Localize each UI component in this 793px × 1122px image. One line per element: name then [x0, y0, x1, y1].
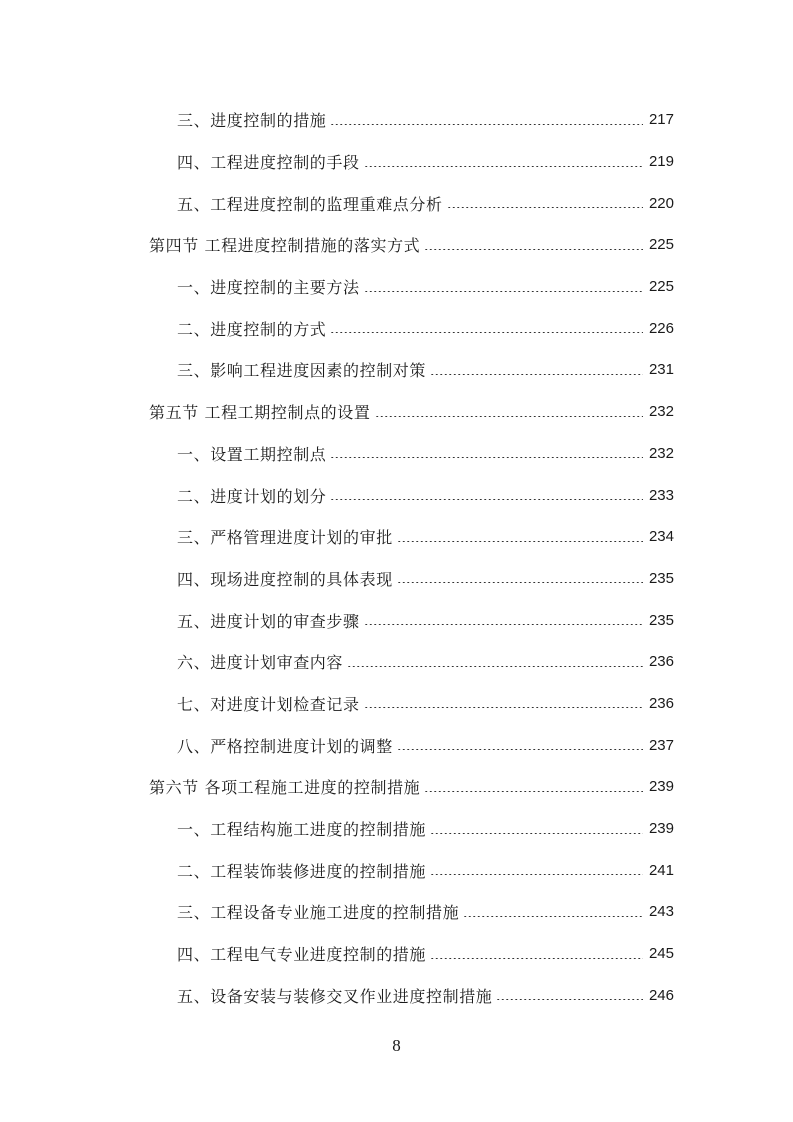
dot-leader [330, 332, 643, 333]
dot-leader [347, 666, 643, 667]
toc-section-entry[interactable] [0, 391, 793, 433]
toc-subsection-entry[interactable] [0, 182, 793, 224]
dot-leader [463, 916, 643, 917]
toc-entry-page-number: 243 [648, 903, 674, 921]
toc-entry-page-number: 219 [648, 153, 674, 171]
toc-entry-page-number: 232 [648, 444, 674, 462]
dot-leader [397, 541, 643, 542]
toc-subsection-entry[interactable] [0, 933, 793, 975]
toc-section-entry[interactable] [0, 766, 793, 808]
toc-entry-title: 四、工程电气专业进度控制的措施 [177, 945, 427, 965]
toc-entry-title: 三、影响工程进度因素的控制对策 [177, 361, 427, 381]
toc-entry-title: 三、工程设备专业施工进度的控制措施 [177, 903, 460, 923]
toc-entry-title: 四、工程进度控制的手段 [177, 153, 360, 173]
toc-entry-page-number: 236 [648, 694, 674, 712]
dot-leader [496, 999, 643, 1000]
dot-leader [430, 374, 643, 375]
toc-entry-page-number: 246 [648, 986, 674, 1004]
dot-leader [424, 249, 643, 250]
dot-leader [447, 207, 643, 208]
toc-entry-title: 八、严格控制进度计划的调整 [177, 736, 393, 756]
toc-entry-page-number: 236 [648, 653, 674, 671]
toc-section-entry[interactable] [0, 224, 793, 266]
toc-entry-title: 五、设备安装与装修交叉作业进度控制措施 [177, 986, 493, 1006]
toc-entry-page-number: 217 [648, 111, 674, 129]
toc-entry-title: 五、进度计划的审查步骤 [177, 611, 360, 631]
toc-subsection-entry[interactable] [0, 349, 793, 391]
toc-subsection-entry[interactable] [0, 141, 793, 183]
toc-entry-title: 第六节 各项工程施工进度的控制措施 [149, 778, 421, 798]
dot-leader [364, 707, 643, 708]
toc-entry-page-number: 233 [648, 486, 674, 504]
toc-subsection-entry[interactable] [0, 99, 793, 141]
toc-entry-title: 六、进度计划审查内容 [177, 653, 344, 673]
toc-entry-title: 二、工程装饰装修进度的控制措施 [177, 861, 427, 881]
toc-subsection-entry[interactable] [0, 974, 793, 1016]
toc-entry-page-number: 237 [648, 736, 674, 754]
dot-leader [330, 499, 643, 500]
dot-leader [375, 416, 644, 417]
toc-subsection-entry[interactable] [0, 558, 793, 600]
toc-subsection-entry[interactable] [0, 724, 793, 766]
toc-subsection-entry[interactable] [0, 433, 793, 475]
page-number: 8 [392, 1036, 401, 1055]
toc-entry-page-number: 234 [648, 528, 674, 546]
toc-subsection-entry[interactable] [0, 307, 793, 349]
dot-leader [364, 291, 643, 292]
dot-leader [397, 582, 643, 583]
toc-subsection-entry[interactable] [0, 891, 793, 933]
toc-entry-page-number: 245 [648, 945, 674, 963]
toc-entry-page-number: 225 [648, 278, 674, 296]
toc-entry-title: 第五节 工程工期控制点的设置 [149, 403, 371, 423]
toc-subsection-entry[interactable] [0, 641, 793, 683]
toc-subsection-entry[interactable] [0, 266, 793, 308]
toc-subsection-entry[interactable] [0, 599, 793, 641]
toc-subsection-entry[interactable] [0, 683, 793, 725]
table-of-contents [0, 99, 793, 1016]
toc-entry-page-number: 232 [648, 403, 674, 421]
dot-leader [430, 874, 643, 875]
dot-leader [397, 749, 643, 750]
toc-entry-title: 五、工程进度控制的监理重难点分析 [177, 194, 443, 214]
toc-entry-title: 一、进度控制的主要方法 [177, 278, 360, 298]
dot-leader [364, 624, 643, 625]
toc-entry-title: 三、进度控制的措施 [177, 111, 327, 131]
toc-entry-page-number: 235 [648, 569, 674, 587]
dot-leader [424, 791, 643, 792]
toc-entry-page-number: 226 [648, 319, 674, 337]
toc-subsection-entry[interactable] [0, 474, 793, 516]
toc-subsection-entry[interactable] [0, 849, 793, 891]
dot-leader [364, 166, 643, 167]
toc-subsection-entry[interactable] [0, 516, 793, 558]
dot-leader [430, 833, 643, 834]
toc-entry-title: 二、进度计划的划分 [177, 486, 327, 506]
toc-entry-title: 一、设置工期控制点 [177, 444, 327, 464]
toc-entry-title: 七、对进度计划检查记录 [177, 694, 360, 714]
toc-entry-page-number: 231 [648, 361, 674, 379]
toc-entry-title: 三、严格管理进度计划的审批 [177, 528, 393, 548]
toc-entry-title: 一、工程结构施工进度的控制措施 [177, 820, 427, 840]
toc-entry-title: 第四节 工程进度控制措施的落实方式 [149, 236, 421, 256]
toc-entry-title: 四、现场进度控制的具体表现 [177, 569, 393, 589]
toc-entry-page-number: 225 [648, 236, 674, 254]
toc-entry-title: 二、进度控制的方式 [177, 319, 327, 339]
dot-leader [330, 457, 643, 458]
toc-entry-page-number: 239 [648, 778, 674, 796]
toc-entry-page-number: 220 [648, 194, 674, 212]
toc-entry-page-number: 239 [648, 820, 674, 838]
dot-leader [330, 124, 643, 125]
toc-entry-page-number: 241 [648, 861, 674, 879]
toc-entry-page-number: 235 [648, 611, 674, 629]
dot-leader [430, 958, 643, 959]
toc-subsection-entry[interactable] [0, 808, 793, 850]
